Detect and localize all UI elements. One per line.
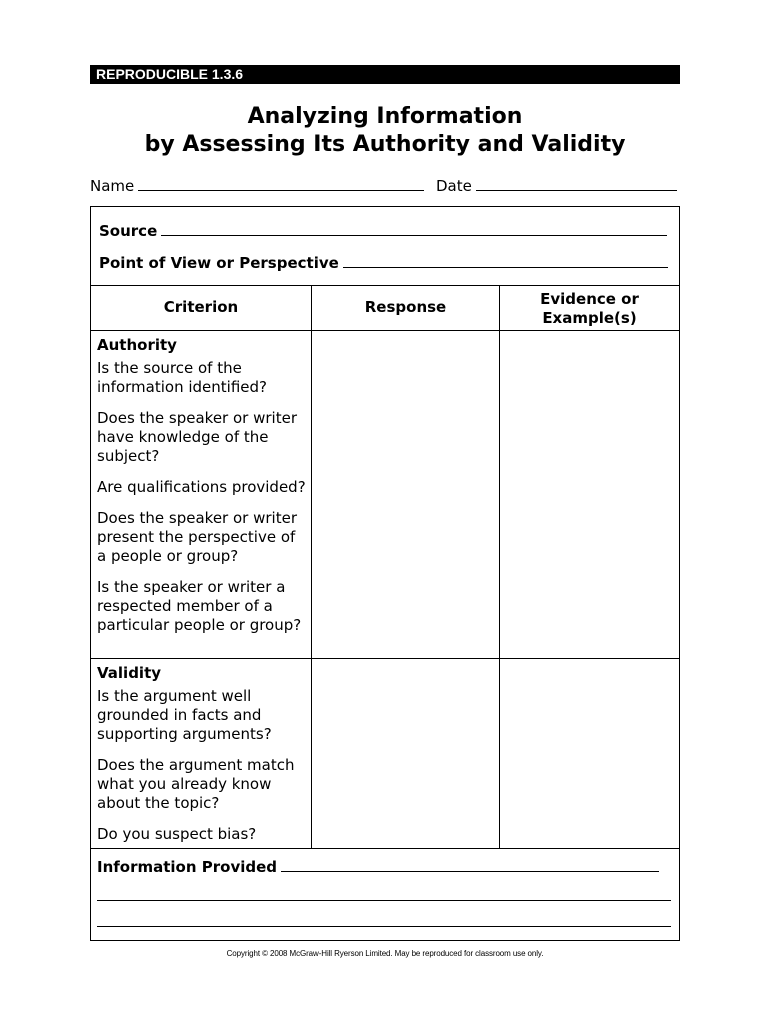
source-field[interactable] (161, 221, 667, 236)
response-header: Response (364, 298, 447, 316)
name-field[interactable] (138, 176, 424, 191)
evidence-header-line-1: Evidence or (540, 290, 639, 308)
info-blank-line[interactable] (97, 900, 671, 901)
column-divider-2 (499, 285, 500, 849)
name-date-row (90, 176, 680, 196)
page-title (90, 103, 680, 159)
pov-row (99, 253, 668, 273)
evidence-header (500, 290, 679, 328)
authority-question: Is the source of the information identified? (97, 359, 267, 396)
authority-question: Is the speaker or writer a respected member of a particular people or group? (97, 578, 302, 634)
authority-cell (97, 336, 309, 647)
source-row (99, 221, 667, 241)
authority-bottom-rule (91, 658, 679, 659)
column-divider-1 (311, 285, 312, 849)
date-group (436, 176, 677, 196)
authority-question: Does the speaker or writer present the perspective of a people or group? (97, 509, 297, 565)
validity-question: Does the argument match what you already know about the topic? (97, 756, 295, 812)
title-line-1: Analyzing Information (247, 104, 523, 129)
authority-question: Are qualifications provided? (97, 478, 306, 496)
info-label: Information Provided (97, 858, 278, 876)
criterion-header: Criterion (163, 298, 239, 316)
validity-cell (97, 664, 309, 856)
validity-heading: Validity (97, 664, 162, 682)
reproducible-banner: REPRODUCIBLE 1.3.6 (90, 65, 680, 84)
header-bottom-rule (91, 330, 679, 331)
info-row (97, 857, 659, 877)
source-label: Source (99, 222, 158, 240)
validity-question: Do you suspect bias? (97, 825, 257, 843)
pov-field[interactable] (343, 253, 668, 268)
info-field[interactable] (281, 857, 659, 872)
evidence-header-line-2: Example(s) (542, 309, 637, 327)
validity-question: Is the argument well grounded in facts and supporting arguments? (97, 687, 272, 743)
worksheet-box (90, 206, 680, 941)
title-line-2: by Assessing Its Authority and Validity (144, 132, 626, 157)
name-label: Name (90, 177, 135, 195)
date-field[interactable] (476, 176, 677, 191)
pov-label: Point of View or Perspective (99, 254, 339, 272)
date-label: Date (436, 177, 472, 195)
authority-heading: Authority (97, 336, 177, 354)
info-blank-line[interactable] (97, 926, 671, 927)
copyright-notice: Copyright © 2008 McGraw-Hill Ryerson Limited. May be reproduced for classroom use only. (226, 949, 544, 958)
authority-question: Does the speaker or writer have knowledge of the subject? (97, 409, 297, 465)
table-top-rule (91, 285, 679, 286)
